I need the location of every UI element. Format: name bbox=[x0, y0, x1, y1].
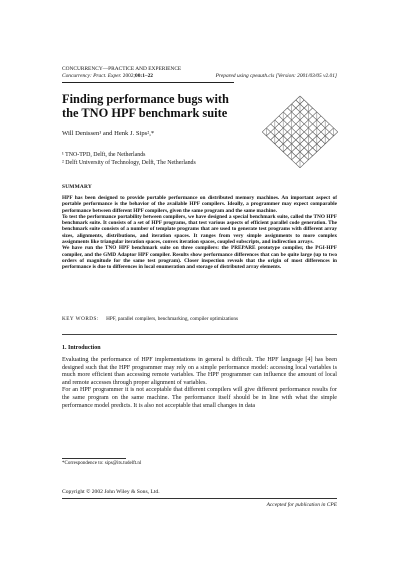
grid-line bbox=[287, 104, 291, 108]
grid-line bbox=[292, 140, 296, 144]
grid-line bbox=[308, 152, 312, 156]
grid-line bbox=[300, 104, 304, 108]
journal-name: CONCURRENCY—PRACTICE AND EXPERIENCE bbox=[62, 66, 182, 72]
footnote: *Correspondence to: sips@its.tudelft.nl bbox=[62, 461, 142, 466]
grid-line bbox=[321, 120, 325, 124]
grid-line bbox=[283, 144, 287, 148]
grid-line bbox=[304, 112, 308, 116]
grid-line bbox=[296, 132, 300, 136]
body-text bbox=[62, 357, 337, 410]
grid-line bbox=[279, 140, 283, 144]
authors: Will Denissen¹ and Henk J. Sips²,* bbox=[62, 130, 155, 137]
grid-line bbox=[313, 120, 317, 124]
grid-line bbox=[296, 164, 300, 168]
grid-line bbox=[296, 140, 300, 144]
grid-line bbox=[300, 152, 304, 156]
grid-line bbox=[304, 124, 308, 128]
grid-line bbox=[283, 140, 287, 144]
grid-line bbox=[300, 136, 304, 140]
grid-line bbox=[296, 156, 300, 160]
grid-line bbox=[308, 116, 312, 120]
grid-line bbox=[304, 104, 308, 108]
grid-line bbox=[287, 148, 291, 152]
grid-line bbox=[313, 144, 317, 148]
grid-line bbox=[296, 112, 300, 116]
grid-line bbox=[321, 124, 325, 128]
grid-line bbox=[300, 144, 304, 148]
grid-line bbox=[275, 120, 279, 124]
grid-line bbox=[325, 136, 329, 140]
grid-line bbox=[313, 132, 317, 136]
grid-line bbox=[317, 136, 321, 140]
grid-line bbox=[296, 100, 300, 104]
grid-line bbox=[279, 120, 283, 124]
summary-paragraph-3: We have run the TNO HPF benchmark suite on three compilers: the PREPARE prototype compiler, the PGI-HPF compiler, and the GMD Adaptor HPF compiler. Results show performance differences that can be quite large (up to two orders of magnitude for the same test program). Closer inspection reveals that the origin of most differences in performance is due to differences in local enumeration and storage of distributed array elements. bbox=[62, 245, 337, 271]
grid-line bbox=[271, 132, 275, 136]
grid-line bbox=[304, 144, 308, 148]
copyright-rule bbox=[62, 498, 337, 499]
grid-line bbox=[271, 120, 275, 124]
grid-line bbox=[300, 100, 304, 104]
grid-line bbox=[287, 132, 291, 136]
grid-line bbox=[317, 128, 321, 132]
grid-line bbox=[317, 120, 321, 124]
grid-line bbox=[296, 120, 300, 124]
grid-line bbox=[275, 116, 279, 120]
grid-line bbox=[313, 136, 317, 140]
grid-line bbox=[296, 108, 300, 112]
grid-line bbox=[317, 132, 321, 136]
grid-line bbox=[304, 148, 308, 152]
grid-line bbox=[296, 152, 300, 156]
grid-line bbox=[308, 120, 312, 124]
grid-line bbox=[283, 152, 287, 156]
grid-line bbox=[325, 128, 329, 132]
grid-line bbox=[292, 156, 296, 160]
grid-line bbox=[292, 152, 296, 156]
grid-line bbox=[300, 128, 304, 132]
grid-line bbox=[271, 140, 275, 144]
section-heading: 1. Introduction bbox=[62, 345, 101, 351]
grid-line bbox=[279, 124, 283, 128]
grid-line bbox=[279, 136, 283, 140]
citation-prefix: Concurrency: Pract. Exper. bbox=[62, 72, 122, 79]
body-paragraph-1: Evaluating the performance of HPF implementations in general is difficult. The HPF language [4] has been designed such that the HPF programmer may rely on a simple performance model: accessing local variables is much more efficient than accessing remote variables. The HPF programmer can influence the amount of local and remote accesses through proper alignment of variables. bbox=[62, 357, 337, 386]
keywords-text: HPF, parallel compilers, benchmarking, compiler optimizations bbox=[106, 316, 238, 322]
grid-line bbox=[308, 144, 312, 148]
grid-line bbox=[271, 136, 275, 140]
body-paragraph-2: For an HPF programmer it is not acceptable that different compilers will give different performance results for the same program on the same machine. The performance itself should be in line with what the simple performance model predicts. It is also not acceptable that small changes in data bbox=[62, 387, 337, 409]
grid-line bbox=[287, 124, 291, 128]
grid-line bbox=[292, 160, 296, 164]
summary-paragraph-1: HPF has been designed to provide portable performance on distributed memory machines. An important aspect of portable performance is the behavior of the available HPF compilers. Ideally, a programmer may expect comparable performance between different HPF compilers, given the same program and the same machine. bbox=[62, 195, 337, 214]
grid-line bbox=[313, 148, 317, 152]
grid-line bbox=[300, 140, 304, 144]
grid-line bbox=[296, 116, 300, 120]
grid-line bbox=[296, 124, 300, 128]
grid-line bbox=[304, 108, 308, 112]
grid-line bbox=[313, 152, 317, 156]
grid-line bbox=[283, 116, 287, 120]
grid-line bbox=[287, 144, 291, 148]
grid-line bbox=[300, 96, 304, 100]
citation-issue: 00:1–22 bbox=[135, 72, 153, 79]
grid-line bbox=[287, 136, 291, 140]
grid-line bbox=[287, 112, 291, 116]
grid-line bbox=[308, 140, 312, 144]
grid-line bbox=[300, 148, 304, 152]
abstract-rule bbox=[62, 334, 337, 335]
grid-line bbox=[313, 124, 317, 128]
grid-line bbox=[321, 136, 325, 140]
grid-line bbox=[266, 132, 270, 136]
grid-line bbox=[296, 160, 300, 164]
grid-line bbox=[329, 128, 333, 132]
grid-line bbox=[292, 108, 296, 112]
grid-line bbox=[292, 144, 296, 148]
grid-line bbox=[292, 136, 296, 140]
grid-line bbox=[308, 124, 312, 128]
grid-line bbox=[329, 132, 333, 136]
grid-line bbox=[317, 116, 321, 120]
footnote-rule bbox=[62, 458, 126, 459]
grid-line bbox=[292, 112, 296, 116]
grid-line bbox=[287, 152, 291, 156]
grid-line bbox=[334, 132, 338, 136]
grid-line bbox=[296, 104, 300, 108]
citation-year: 2002; bbox=[122, 72, 136, 79]
grid-line bbox=[313, 140, 317, 144]
grid-line bbox=[308, 156, 312, 160]
grid-line bbox=[287, 140, 291, 144]
grid-line bbox=[300, 112, 304, 116]
prepared-using: Prepared using cpeauth.cls [Version: 2001/03/05 v2.01] bbox=[215, 72, 337, 79]
copyright: Copyright © 2002 John Wiley & Sons, Ltd. bbox=[62, 489, 160, 495]
grid-line bbox=[296, 144, 300, 148]
grid-line bbox=[304, 156, 308, 160]
grid-line bbox=[317, 148, 321, 152]
title-line-1: Finding performance bugs with bbox=[62, 92, 229, 106]
grid-line bbox=[300, 164, 304, 168]
grid-line bbox=[279, 116, 283, 120]
grid-line bbox=[292, 124, 296, 128]
paper-title bbox=[62, 93, 262, 120]
grid-line bbox=[279, 132, 283, 136]
grid-line bbox=[266, 124, 270, 128]
grid-line bbox=[308, 108, 312, 112]
grid-line bbox=[325, 124, 329, 128]
grid-line bbox=[317, 112, 321, 116]
grid-line bbox=[292, 128, 296, 132]
grid-line bbox=[329, 136, 333, 140]
grid-line bbox=[275, 136, 279, 140]
grid-line bbox=[275, 140, 279, 144]
grid-line bbox=[296, 128, 300, 132]
grid-line bbox=[334, 128, 338, 132]
grid-line bbox=[313, 116, 317, 120]
grid-line bbox=[266, 136, 270, 140]
grid-line bbox=[287, 116, 291, 120]
grid-line bbox=[279, 128, 283, 132]
grid-line bbox=[300, 160, 304, 164]
grid-line bbox=[304, 120, 308, 124]
grid-line bbox=[313, 112, 317, 116]
grid-line bbox=[283, 128, 287, 132]
grid-line bbox=[304, 140, 308, 144]
grid-line bbox=[283, 132, 287, 136]
affiliation-2: ² Delft University of Technology, Delft, The Netherlands bbox=[62, 159, 196, 166]
grid-line bbox=[292, 100, 296, 104]
journal-header bbox=[62, 66, 337, 79]
grid-line bbox=[308, 104, 312, 108]
grid-line bbox=[292, 116, 296, 120]
grid-line bbox=[317, 140, 321, 144]
summary bbox=[62, 195, 337, 271]
grid-line bbox=[279, 144, 283, 148]
summary-paragraph-2: To test the performance portability between compilers, we have designed a special benchmark suite, called the TNO HPF benchmark suite. It consists of a set of HPF programs, that test various aspects of efficient parallel code generation. The benchmark suite consists of a number of template programs that are used to generate test programs with different array sizes, alignments, distributions, and iteration spaces. It ranges from very simple assignments to more complex assignments like triangular iteration spaces, convex iteration spaces, coupled subscripts, and indirection arrays. bbox=[62, 213, 337, 246]
grid-line bbox=[321, 116, 325, 120]
grid-line bbox=[262, 128, 266, 132]
accepted-note: Accepted for publication in CPE bbox=[266, 502, 337, 508]
grid-line bbox=[321, 128, 325, 132]
grid-line bbox=[275, 128, 279, 132]
grid-line bbox=[308, 128, 312, 132]
grid-line bbox=[304, 100, 308, 104]
grid-line bbox=[296, 96, 300, 100]
grid-line bbox=[308, 112, 312, 116]
grid-line bbox=[321, 140, 325, 144]
grid-line bbox=[283, 112, 287, 116]
grid-line bbox=[321, 132, 325, 136]
grid-line bbox=[321, 144, 325, 148]
grid-line bbox=[300, 116, 304, 120]
grid-line bbox=[271, 124, 275, 128]
grid-line bbox=[317, 124, 321, 128]
grid-line bbox=[317, 144, 321, 148]
keywords-label: KEY WORDS: bbox=[62, 316, 99, 322]
grid-line bbox=[292, 132, 296, 136]
grid-line bbox=[296, 136, 300, 140]
grid-line bbox=[308, 148, 312, 152]
header-rule bbox=[62, 82, 234, 83]
grid-line bbox=[292, 104, 296, 108]
grid-line bbox=[304, 128, 308, 132]
grid-line bbox=[304, 136, 308, 140]
grid-line bbox=[292, 148, 296, 152]
grid-line bbox=[283, 120, 287, 124]
grid-line bbox=[283, 108, 287, 112]
grid-line bbox=[300, 124, 304, 128]
grid-line bbox=[279, 148, 283, 152]
grid-line bbox=[304, 132, 308, 136]
grid-line bbox=[275, 144, 279, 148]
grid-line bbox=[283, 136, 287, 140]
grid-line bbox=[304, 116, 308, 120]
grid-line bbox=[287, 156, 291, 160]
grid-line bbox=[308, 136, 312, 140]
grid-line bbox=[287, 128, 291, 132]
grid-line bbox=[296, 148, 300, 152]
grid-line bbox=[300, 156, 304, 160]
affiliations bbox=[62, 152, 262, 167]
title-line-2: the TNO HPF benchmark suite bbox=[62, 105, 228, 120]
grid-line bbox=[300, 132, 304, 136]
grid-line bbox=[325, 132, 329, 136]
grid-line bbox=[266, 128, 270, 132]
grid-line bbox=[313, 108, 317, 112]
grid-line bbox=[271, 128, 275, 132]
grid-line bbox=[283, 124, 287, 128]
grid-line bbox=[308, 132, 312, 136]
summary-heading: SUMMARY bbox=[62, 184, 92, 190]
affiliation-1: ¹ TNO-TPD, Delft, the Netherlands bbox=[62, 152, 146, 158]
grid-line bbox=[262, 132, 266, 136]
grid-line bbox=[275, 124, 279, 128]
grid-line bbox=[329, 124, 333, 128]
grid-line bbox=[300, 120, 304, 124]
grid-line bbox=[325, 140, 329, 144]
grid-line bbox=[279, 112, 283, 116]
grid-line bbox=[304, 160, 308, 164]
grid-line bbox=[300, 108, 304, 112]
grid-line bbox=[292, 120, 296, 124]
grid-line bbox=[325, 120, 329, 124]
grid-line bbox=[275, 132, 279, 136]
grid-line bbox=[287, 120, 291, 124]
grid-line bbox=[304, 152, 308, 156]
grid-line bbox=[287, 108, 291, 112]
tno-grid-logo bbox=[260, 90, 340, 170]
grid-line bbox=[283, 148, 287, 152]
grid-line bbox=[313, 128, 317, 132]
keywords bbox=[62, 316, 337, 322]
